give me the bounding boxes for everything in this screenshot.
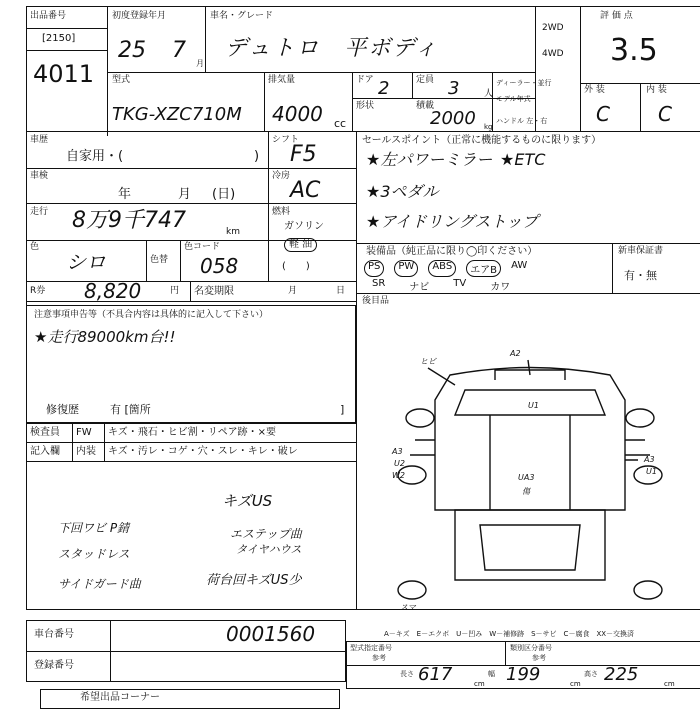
equip-tv: TV bbox=[453, 278, 467, 289]
length-unit: cm bbox=[474, 680, 485, 688]
remark: スタッドレス bbox=[58, 547, 130, 561]
divider bbox=[356, 301, 357, 610]
fuel-paren: ( ) bbox=[282, 261, 310, 272]
chassis-label: 車台番号 bbox=[34, 629, 74, 640]
recycle-unit: 円 bbox=[170, 286, 180, 296]
shift-label: シフト bbox=[272, 135, 300, 145]
damage-legend: A－キズ E－エクボ U－凹み W－補修跡 S－サビ C－腐食 XX－交換済 bbox=[384, 630, 635, 638]
repair-value: 有 [箇所 bbox=[110, 403, 151, 416]
car-name: デュトロ 平ボディ bbox=[225, 36, 439, 61]
divider bbox=[26, 461, 356, 462]
cab-outline bbox=[435, 368, 625, 511]
height-value: 225 bbox=[604, 664, 639, 685]
divider bbox=[580, 6, 581, 131]
inspector-row-1: キズ・飛石・ヒビ割・リペア跡・×要 bbox=[108, 427, 276, 438]
model-year-label: モデル年式 bbox=[496, 95, 531, 103]
remark: 下回ワビ P錆 bbox=[58, 521, 130, 535]
sales-points-label: セールスポイント（正常に機能するものに限ります） bbox=[362, 135, 602, 146]
warranty-label: 新車保証書 bbox=[618, 246, 664, 256]
exterior-value: C bbox=[596, 102, 610, 126]
diagram-mark: U1 bbox=[528, 401, 539, 410]
diagram-mark: ヒビ bbox=[420, 357, 436, 366]
interior-label: 内 装 bbox=[646, 85, 667, 95]
first-reg-month: 7 bbox=[172, 38, 186, 63]
divider bbox=[505, 641, 506, 665]
sales-point-item: ★ETC bbox=[500, 150, 546, 169]
divider bbox=[535, 6, 536, 131]
equipment-row-2 bbox=[372, 278, 510, 293]
divider bbox=[26, 281, 356, 282]
reg-label: 登録番号 bbox=[34, 660, 74, 671]
divider bbox=[26, 50, 107, 51]
divider bbox=[26, 651, 346, 652]
divider bbox=[190, 281, 191, 301]
notes-label: 注意事項申告等（不具合内容は具体的に記入して下さい） bbox=[34, 310, 269, 320]
load-unit: kg bbox=[484, 123, 493, 131]
steering-label: ハンドル 左・右 bbox=[496, 117, 548, 125]
rear-seat-label: 後目品 bbox=[362, 296, 390, 306]
lot-code: [2150] bbox=[42, 33, 76, 44]
wheel bbox=[626, 409, 654, 427]
sales-point-item: ★アイドリングストップ bbox=[366, 212, 538, 231]
aircon-value: AC bbox=[290, 178, 321, 203]
warranty-value: 有・無 bbox=[624, 269, 657, 282]
wheel bbox=[398, 581, 426, 599]
divider bbox=[26, 423, 356, 424]
divider bbox=[205, 6, 206, 72]
lot-label: 出品番号 bbox=[30, 11, 67, 21]
displacement-label: 排気量 bbox=[268, 75, 296, 85]
diagram-mark: UA3 bbox=[518, 473, 535, 482]
width-label: 幅 bbox=[488, 670, 495, 678]
equip-navi: ナビ bbox=[409, 282, 430, 293]
divider bbox=[26, 442, 356, 443]
diagram-mark: A3 bbox=[392, 447, 403, 456]
ref-label: 参考 bbox=[372, 654, 386, 662]
model-number-label: 型式指定番号 bbox=[350, 644, 392, 652]
mileage-value: 8万9千747 bbox=[72, 208, 186, 233]
displacement-value: 4000 bbox=[272, 102, 323, 126]
height-unit: cm bbox=[664, 680, 675, 688]
shift-value: F5 bbox=[290, 142, 317, 167]
remark: 荷台回キズUS少 bbox=[206, 573, 302, 588]
drive-4wd: 4WD bbox=[542, 49, 564, 59]
inspector-fw: FW bbox=[76, 427, 92, 438]
divider bbox=[26, 301, 356, 302]
repair-close: ] bbox=[340, 403, 345, 416]
length-label: 長さ bbox=[400, 670, 414, 678]
diagram-mark: A2 bbox=[510, 349, 521, 358]
remark: タイヤハウス bbox=[236, 543, 302, 556]
divider bbox=[26, 203, 356, 204]
color-code-label: 色コード bbox=[184, 242, 221, 252]
first-reg-month-unit: 月 bbox=[196, 59, 204, 68]
lot-number: 4011 bbox=[33, 60, 95, 88]
load-value: 2000 bbox=[430, 108, 476, 129]
history-label: 車歴 bbox=[30, 135, 49, 145]
capacity-value: 3 bbox=[448, 78, 460, 99]
class-number-label: 類別区分番号 bbox=[510, 644, 552, 652]
wheel bbox=[634, 581, 662, 599]
shape-label: 形状 bbox=[356, 101, 375, 111]
inspection-month: 月 bbox=[178, 187, 192, 202]
equipment-label: 装備品（純正品に限り◯印ください） bbox=[366, 246, 538, 257]
bottom-corner-label: 希望出品コーナー bbox=[80, 692, 160, 703]
divider bbox=[640, 83, 641, 131]
repair-label: 修復歴 bbox=[46, 403, 79, 416]
model-label: 型式 bbox=[112, 75, 131, 85]
diagram-mark: W2 bbox=[392, 471, 405, 480]
inspection-until: (日) bbox=[212, 187, 236, 202]
diagram-mark: A3 bbox=[644, 455, 655, 464]
inspector-interior: 内装 bbox=[76, 446, 96, 457]
divider bbox=[26, 28, 107, 29]
color-change-label: 色替 bbox=[150, 255, 169, 265]
equip-pw: PW bbox=[394, 260, 418, 277]
remark: エステップ曲 bbox=[230, 527, 302, 541]
divider bbox=[356, 131, 357, 301]
divider bbox=[110, 620, 111, 682]
inspection-label: 車検 bbox=[30, 171, 49, 181]
interior-value: C bbox=[658, 102, 672, 126]
equip-aw: AW bbox=[511, 260, 528, 271]
first-reg-year: 25 bbox=[118, 38, 146, 63]
history-value: 自家用・( bbox=[66, 149, 124, 164]
equip-sr: SR bbox=[372, 278, 386, 289]
divider bbox=[26, 131, 700, 132]
diagram-mark: U2 bbox=[394, 459, 405, 468]
history-close: ) bbox=[254, 149, 260, 164]
name-change-day: 日 bbox=[336, 286, 346, 296]
ref-label-2: 参考 bbox=[532, 654, 546, 662]
sales-point-item: ★3ペダル bbox=[366, 182, 439, 201]
divider bbox=[26, 168, 356, 169]
score-label: 評 価 点 bbox=[600, 11, 633, 21]
mileage-label: 走行 bbox=[30, 207, 49, 217]
inspector-label-2: 記入欄 bbox=[30, 446, 60, 457]
inspector-row-2: キズ・汚レ・コゲ・穴・スレ・キレ・破レ bbox=[108, 446, 298, 457]
exterior-label: 外 装 bbox=[584, 85, 605, 95]
displacement-unit: cc bbox=[334, 117, 347, 130]
color-code: 058 bbox=[200, 254, 239, 278]
divider bbox=[352, 72, 353, 131]
score-value: 3.5 bbox=[610, 33, 658, 68]
sales-point-item: ★左パワーミラー bbox=[366, 150, 493, 169]
divider bbox=[104, 423, 105, 461]
diagram-mark: U1 bbox=[646, 467, 657, 476]
first-reg-label: 初度登録年月 bbox=[112, 11, 167, 21]
inspector-label: 検査員 bbox=[30, 427, 60, 438]
drive-2wd: 2WD bbox=[542, 23, 564, 33]
doors-label: ドア bbox=[356, 75, 374, 85]
color-label: 色 bbox=[30, 242, 40, 252]
divider bbox=[612, 243, 613, 293]
notes-text: ★走行89000km台!! bbox=[34, 328, 176, 346]
fuel-gas: ガソリン bbox=[284, 221, 324, 232]
divider bbox=[356, 293, 700, 294]
equipment-row-1 bbox=[364, 260, 527, 277]
equip-ps: PS bbox=[364, 260, 384, 277]
equip-leather: カワ bbox=[490, 282, 511, 293]
recycle-value: 8,820 bbox=[84, 279, 142, 303]
car-name-label: 車名・グレード bbox=[210, 11, 274, 21]
name-change-label: 名変期限 bbox=[194, 286, 234, 297]
diagram-mark: スマ bbox=[400, 603, 416, 610]
aircon-label: 冷房 bbox=[272, 171, 291, 181]
name-change-month: 月 bbox=[288, 286, 298, 296]
mileage-unit: km bbox=[226, 227, 240, 237]
model-value: TKG-XZC710M bbox=[112, 104, 242, 125]
load-label: 積載 bbox=[416, 101, 435, 111]
divider bbox=[180, 240, 181, 281]
length-value: 617 bbox=[418, 664, 453, 685]
divider bbox=[268, 131, 269, 281]
divider bbox=[412, 72, 413, 98]
capacity-label: 定員 bbox=[416, 75, 435, 85]
width-unit: cm bbox=[570, 680, 581, 688]
divider bbox=[146, 240, 147, 281]
dealer-label: ディーラー・並行 bbox=[496, 79, 552, 87]
equip-abs: ABS bbox=[428, 260, 456, 277]
doors-value: 2 bbox=[378, 78, 390, 99]
divider bbox=[264, 72, 265, 131]
equip-airbag: エアB bbox=[466, 260, 501, 277]
car-diagram bbox=[380, 340, 680, 610]
capacity-unit: 人 bbox=[484, 89, 494, 99]
diagram-mark: 傷 bbox=[522, 487, 530, 496]
fuel-label: 燃料 bbox=[272, 207, 291, 217]
divider bbox=[107, 72, 535, 73]
wheel bbox=[406, 409, 434, 427]
inspection-year: 年 bbox=[118, 187, 132, 202]
divider bbox=[107, 6, 108, 136]
width-value: 199 bbox=[506, 664, 541, 685]
recycle-label: R券 bbox=[30, 286, 46, 296]
remark: キズUS bbox=[222, 492, 273, 510]
divider bbox=[72, 423, 73, 461]
remark: サイドガード曲 bbox=[58, 577, 141, 591]
divider bbox=[356, 243, 700, 244]
color-value: シロ bbox=[66, 250, 106, 274]
chassis-value: 0001560 bbox=[226, 622, 316, 646]
fuel-diesel: 軽 油 bbox=[284, 238, 317, 252]
height-label: 高さ bbox=[584, 670, 598, 678]
